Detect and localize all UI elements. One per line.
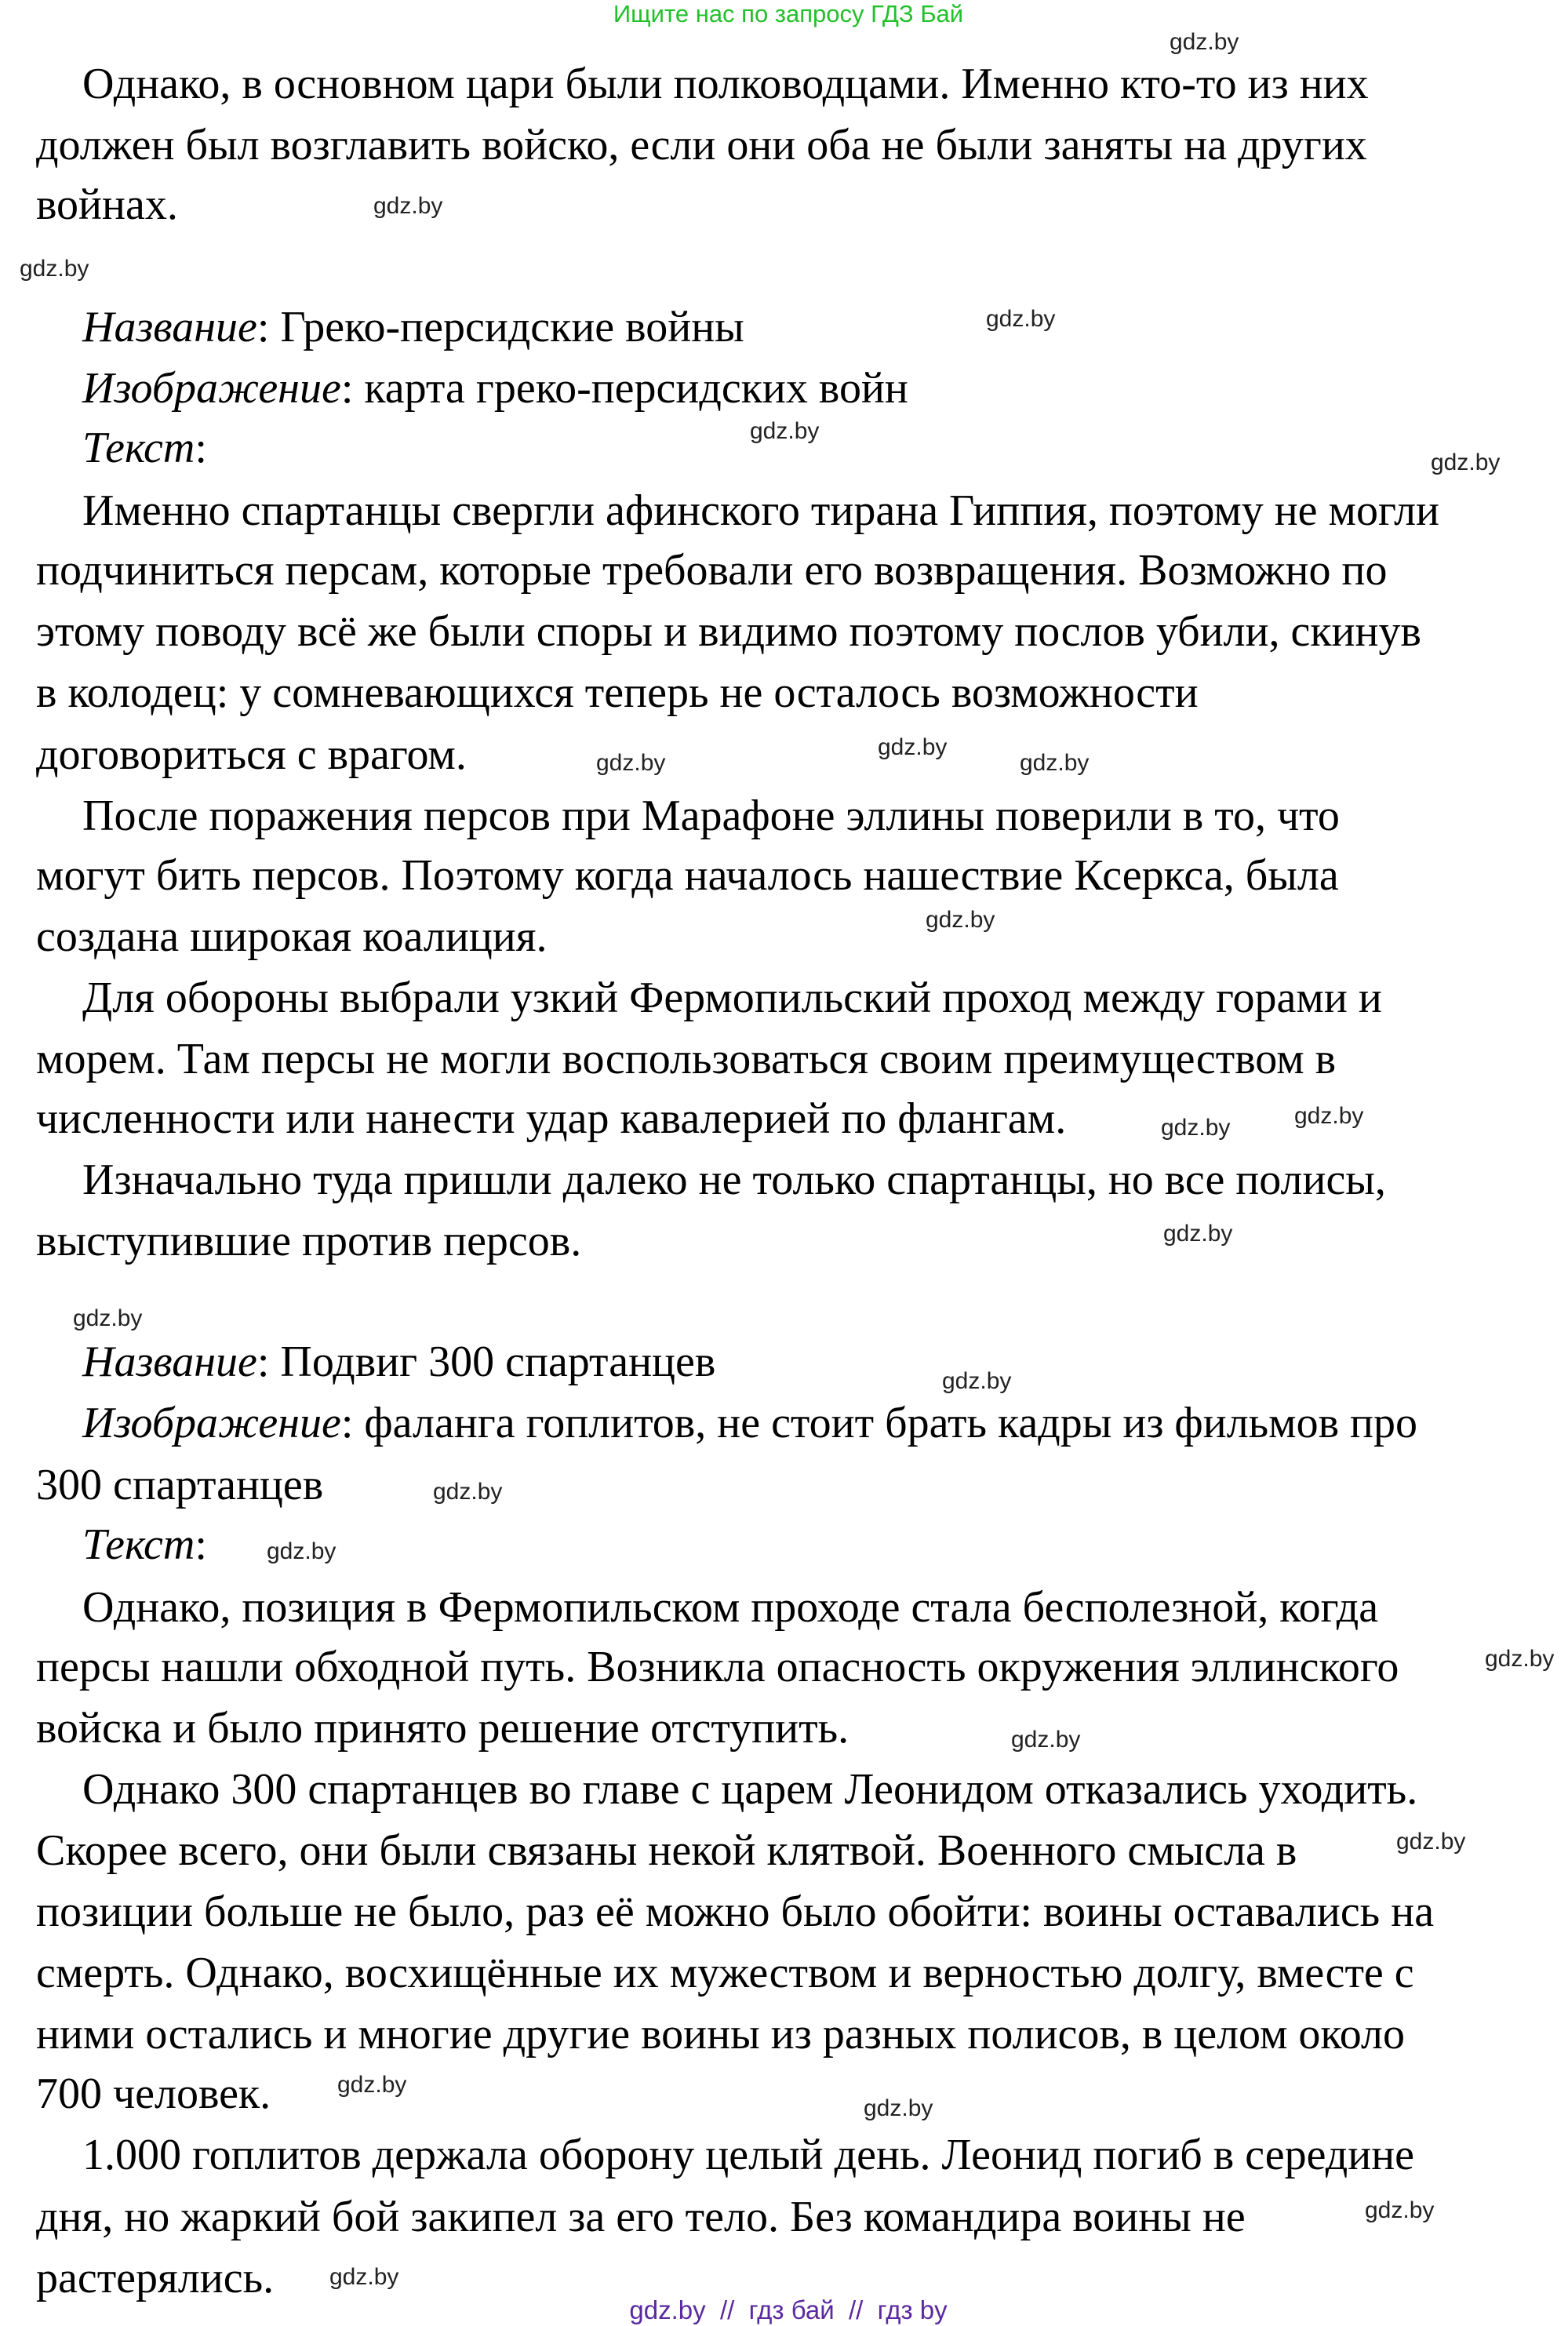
watermark: gdz.by — [1011, 1727, 1081, 1753]
text-line: численности или нанести удар кавалерией по флангам. — [36, 1094, 1067, 1143]
watermark: gdz.by — [750, 418, 820, 444]
text-line: войнах. — [36, 180, 178, 229]
watermark: gdz.by — [878, 734, 948, 760]
text-line: Однако, позиция в Фермопильском проходе стала бесполезной, когда — [82, 1583, 1379, 1632]
text-line: выступившие против персов. — [36, 1217, 582, 1265]
watermark: gdz.by — [864, 2095, 933, 2121]
colon: : — [195, 424, 207, 472]
watermark: gdz.by — [1365, 2197, 1435, 2223]
text-line: 1.000 гоплитов держала оборону целый день. Леонид погиб в середине — [82, 2131, 1415, 2179]
watermark: gdz.by — [373, 193, 443, 219]
image-value: : карта греко-персидских войн — [340, 364, 908, 413]
watermark: gdz.by — [329, 2264, 399, 2290]
text-line: этому поводу всё же были споры и видимо поэтому послов убили, скинув — [36, 607, 1421, 656]
watermark: gdz.by — [433, 1479, 503, 1505]
name-label: Название — [82, 303, 257, 351]
text-line: позиции больше не было, раз её можно было обойти: воины оставались на — [36, 1887, 1435, 1936]
watermark: gdz.by — [926, 907, 995, 933]
text-line: Именно спартанцы свергли афинского тирана Гиппия, поэтому не могли — [82, 486, 1440, 535]
watermark: gdz.by — [942, 1368, 1012, 1394]
text-line: дня, но жаркий бой закипел за его тело. Без командира воины не — [36, 2193, 1246, 2241]
watermark: gdz.by — [1485, 1646, 1555, 1672]
text-line: растерялись. — [36, 2254, 275, 2302]
watermark: gdz.by — [1163, 1221, 1233, 1247]
section2-name — [82, 1336, 715, 1388]
watermark: gdz.by — [986, 306, 1056, 332]
search-banner: Ищите нас по запросу ГДЗ Бай — [613, 0, 964, 27]
footer-links: gdz.by // гдз бай // гдз by — [629, 2295, 948, 2324]
text-line: договориться с врагом. — [36, 730, 467, 779]
watermark: gdz.by — [1161, 1115, 1231, 1141]
text-line: подчиниться персам, которые требовали его возвращения. Возможно по — [36, 546, 1388, 595]
watermark: gdz.by — [1431, 450, 1501, 475]
watermark: gdz.by — [1396, 1829, 1466, 1855]
image-label: Изображение — [82, 364, 341, 413]
section1-name — [82, 301, 744, 353]
text-label: Текст — [82, 1520, 195, 1569]
text-line: войска и было принято решение отступить. — [36, 1704, 849, 1753]
watermark: gdz.by — [337, 2072, 407, 2098]
text-line: персы нашли обходной путь. Возникла опасность окружения эллинского — [36, 1643, 1399, 1691]
watermark: gdz.by — [1020, 750, 1090, 776]
watermark: gdz.by — [73, 1305, 143, 1331]
text-line: Изначально туда пришли далеко не только спартанцы, но все полисы, — [82, 1156, 1386, 1204]
text-line: должен был возглавить войско, если они оба не были заняты на других — [36, 121, 1367, 169]
image-value: : фаланга гоплитов, не стоит брать кадры из фильмов про — [340, 1399, 1418, 1447]
text-line: Для обороны выбрали узкий Фермопильский проход между горами и — [82, 974, 1382, 1022]
section2-text-heading — [82, 1519, 207, 1571]
text-line: Однако, в основном цари были полководцами. Именно кто-то из них — [82, 60, 1369, 108]
watermark: gdz.by — [1170, 29, 1239, 55]
text-line: Скорее всего, они были связаны некой клятвой. Военного смысла в — [36, 1826, 1297, 1875]
watermark: gdz.by — [20, 256, 89, 282]
watermark: gdz.by — [596, 750, 666, 776]
text-line: могут бить персов. Поэтому когда началось нашествие Ксеркса, была — [36, 851, 1339, 900]
text-line: морем. Там персы не могли воспользоваться своим преимуществом в — [36, 1035, 1337, 1083]
text-line: создана широкая коалиция. — [36, 912, 548, 961]
name-value: : Греко-персидские войны — [256, 303, 744, 351]
text-label: Текст — [82, 424, 195, 472]
text-line: 700 человек. — [36, 2069, 271, 2118]
watermark: gdz.by — [1294, 1103, 1364, 1129]
text-line: в колодец: у сомневающихся теперь не осталось возможности — [36, 668, 1199, 717]
watermark: gdz.by — [267, 1538, 337, 1564]
section2-image — [82, 1397, 1417, 1449]
text-line: ними остались и многие другие воины из разных полисов, в целом около — [36, 2010, 1405, 2058]
name-label: Название — [82, 1338, 257, 1386]
text-line: Однако 300 спартанцев во главе с царем Леонидом отказались уходить. — [82, 1765, 1418, 1814]
text-line: смерть. Однако, восхищённые их мужеством и верностью долгу, вместе с — [36, 1949, 1414, 1997]
section1-image — [82, 362, 908, 414]
section1-text-heading — [82, 422, 207, 474]
text-line: После поражения персов при Марафоне эллины поверили в то, что — [82, 792, 1340, 840]
text-line: 300 спартанцев — [36, 1461, 324, 1509]
name-value: : Подвиг 300 спартанцев — [256, 1338, 716, 1386]
image-label: Изображение — [82, 1399, 341, 1447]
colon: : — [195, 1520, 207, 1569]
